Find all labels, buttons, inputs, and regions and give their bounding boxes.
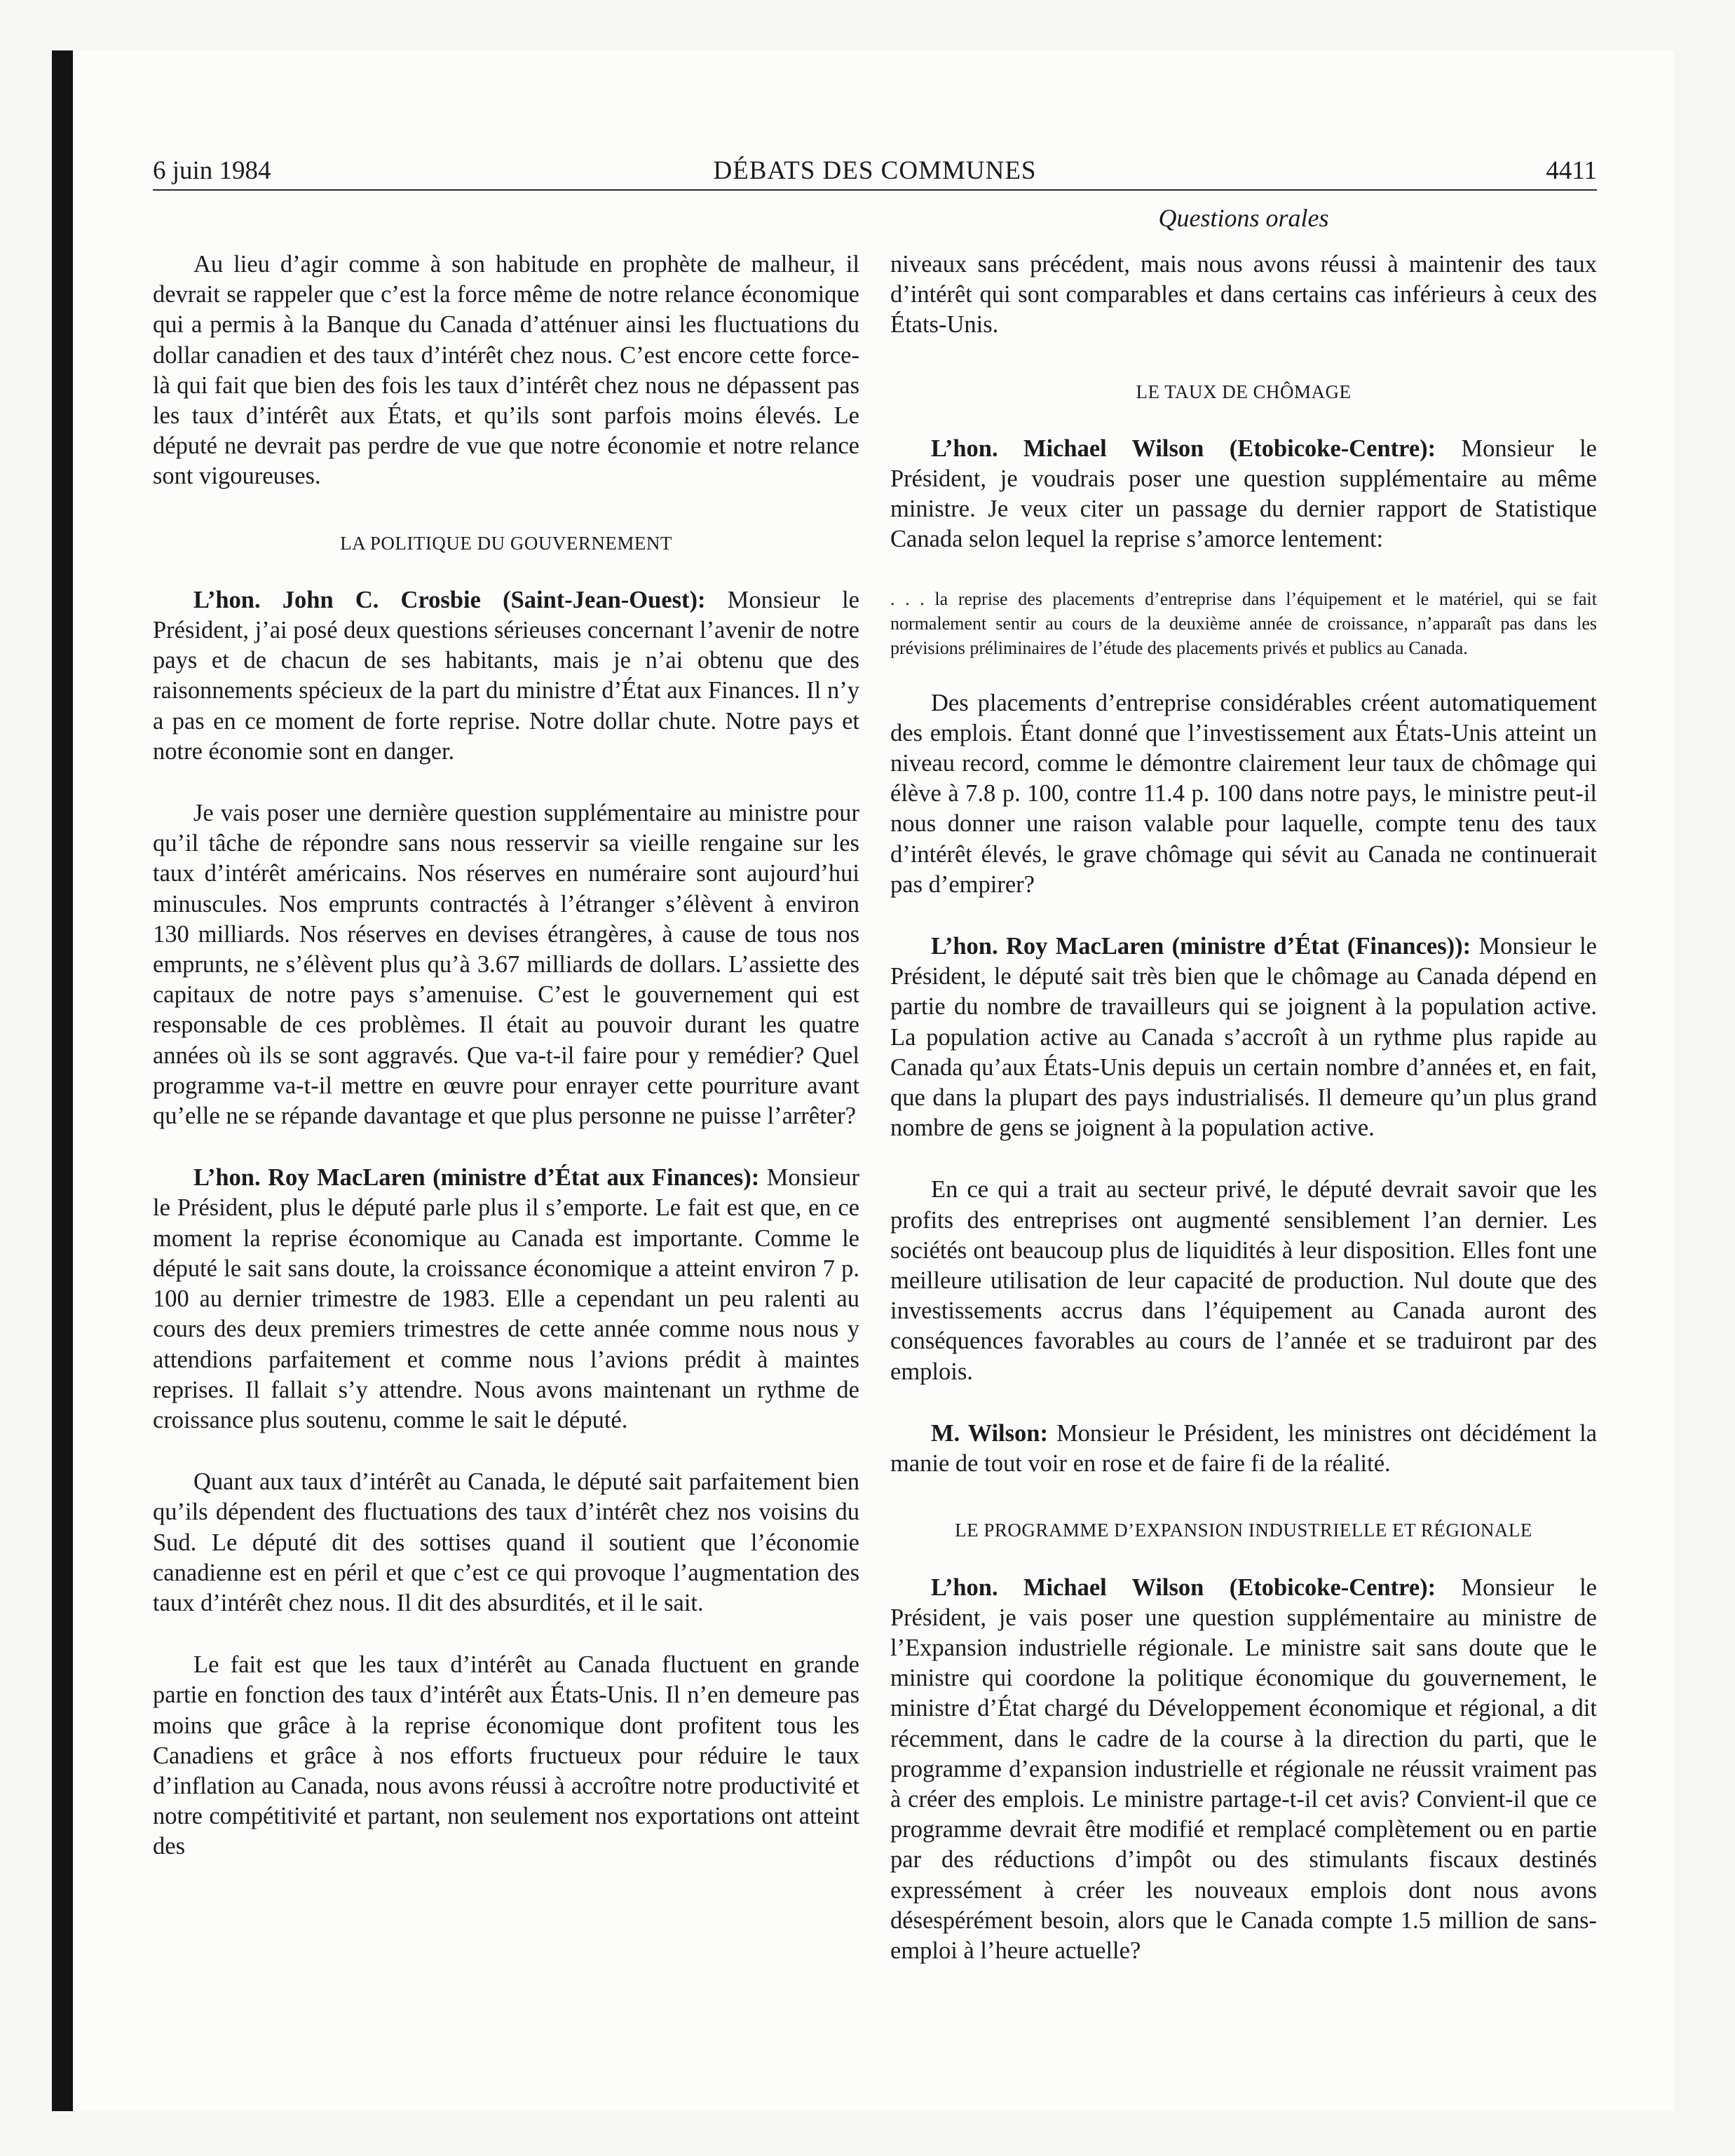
speech-text: Monsieur le Président, j’ai posé deux questions sérieuses concernant l’avenir de notre pays et de chacun de ses habitants, mais je n’ai obtenu que des raisonnements spécieux de la part du ministre d’État aux Finances. Il n’y a pas en ce moment de forte reprise. Notre dollar chute. Notre pays et notre économie sont en danger.	[153, 586, 859, 765]
paragraph: Je vais poser une dernière question supplémentaire au ministre pour qu’il tâche de répondre sans nous resservir sa vieille rengaine sur les taux d’intérêt américains. Nos réserves en numéraire sont aujourd’hui minuscules. Nos emprunts contractés à l’étranger s’élèvent à environ 130 milliards. Nos réserves en devises étrangères, à cause de tous nos emprunts, ne s’élèvent plus qu’à 3.67 milliards de dollars. L’assiette des capitaux de notre pays s’amenuise. C’est le gouvernement qui est responsable de ces problèmes. Il était au pouvoir durant les quatre années où ils se sont aggravés. Que va-t-il faire pour y remédier? Quel programme va-t-il mettre en œuvre pour enrayer cette pourriture avant qu’elle ne se répande davantage et que plus personne ne puisse l’arrêter?	[153, 800, 859, 1130]
speech-paragraph	[890, 1573, 1597, 1967]
paragraph: Au lieu d’agir comme à son habitude en prophète de malheur, il devrait se rappeler que c’est la force même de notre relance économique qui a permis à la Banque du Canada d’atténuer ainsi les fluctuations du dollar canadien et des taux d’intérêt chez nous. C’est encore cette force-là qui fait que bien des fois les taux d’intérêt chez nous ne dépassent pas les taux d’intérêt aux États, et qu’ils sont parfois moins élevés. Le député ne devrait pas perdre de vue que notre économie et notre relance sont vigoureuses.	[153, 251, 859, 490]
section-heading: LE TAUX DE CHÔMAGE	[1136, 381, 1352, 402]
page-header	[153, 156, 1597, 191]
speech-text: Monsieur le Président, le député sait très bien que le chômage au Canada dépend en partie du nombre de travailleurs qui se joignent à la population active. La population active au Canada s’accroît à un rythme plus rapide au Canada qu’aux États-Unis depuis un certain nombre d’années et, en fait, que dans la plupart des pays industrialisés. Il demeure qu’un plus grand nombre de gens se joignent à la population active.	[890, 933, 1597, 1142]
section-heading: LE PROGRAMME D’EXPANSION INDUSTRIELLE ET RÉGIONALE	[955, 1520, 1532, 1541]
speaker-name: L’hon. John C. Crosbie (Saint-Jean-Ouest):	[193, 586, 706, 613]
speech-paragraph	[153, 1163, 859, 1435]
speaker-name: M. Wilson:	[931, 1419, 1048, 1447]
speaker-name: L’hon. Roy MacLaren (ministre d’État (Finances)):	[931, 933, 1471, 960]
speech-paragraph	[890, 434, 1597, 555]
speaker-name: L’hon. Michael Wilson (Etobicoke-Centre):	[931, 1574, 1436, 1601]
header-page-number: 4411	[1546, 156, 1597, 185]
right-column	[890, 250, 1597, 1998]
paragraph: Le fait est que les taux d’intérêt au Canada fluctuent en grande partie en fonction des taux d’intérêt aux États-Unis. Il n’en demeure pas moins que grâce à la reprise économique dont profitent tous les Canadiens et grâce à nos efforts fructueux pour réduire le taux d’inflation au Canada, nous avons réussi à accroître notre productivité et notre compétitivité et partant, non seulement nos exportations ont atteint des	[153, 1651, 859, 1860]
scan-edge	[52, 50, 73, 2111]
speech-text: Monsieur le Président, les ministres ont décidément la manie de tout voir en rose et de faire fi de la réalité.	[890, 1419, 1598, 1478]
section-heading: LA POLITIQUE DU GOUVERNEMENT	[340, 532, 672, 554]
speech-paragraph	[153, 585, 859, 767]
speech-text: Monsieur le Président, plus le député parle plus il s’emporte. Le fait est que, en ce moment la reprise économique au Canada est importante. Comme le député le sait sans doute, la croissance économique a atteint environ 7 p. 100 au dernier trimestre de 1983. Elle a cependant un peu ralenti au cours des deux premiers trimestres de cette année comme nous nous y attendions parfaitement et comme nous l’avions prédit à maintes reprises. Il fallait s’y attendre. Nous avons maintenant un rythme de croissance plus soutenu, comme le sait le député.	[153, 1164, 859, 1433]
speaker-name: L’hon. Michael Wilson (Etobicoke-Centre):	[931, 435, 1436, 462]
speaker-name: L’hon. Roy MacLaren (ministre d’État aux Finances):	[193, 1164, 760, 1192]
header-date: 6 juin 1984	[153, 156, 271, 185]
speech-paragraph	[890, 932, 1597, 1143]
header-title: DÉBATS DES COMMUNES	[713, 156, 1037, 185]
speech-paragraph	[890, 1419, 1597, 1479]
paragraph-continued: niveaux sans précédent, mais nous avons réussi à maintenir des taux d’intérêt qui sont comparables et dans certains cas inférieurs à ceux des États-Unis.	[890, 251, 1597, 339]
left-column	[153, 250, 859, 1894]
paragraph: Quant aux taux d’intérêt au Canada, le député sait parfaitement bien qu’ils dépendent des fluctuations des taux d’intérêt chez nos voisins du Sud. Le député dit des sottises quand il soutient que l’économie canadienne est en péril et que c’est ce qui provoque l’augmentation des taux d’intérêt chez nous. Il dit des absurdités, et il le sait.	[153, 1468, 859, 1616]
speech-text: Monsieur le Président, je voudrais poser une question supplémentaire au même ministre. Je veux citer un passage du dernier rapport de Statistique Canada selon lequel la reprise s’amorce lentement:	[890, 435, 1597, 553]
paragraph: Des placements d’entreprise considérables créent automatiquement des emplois. Étant donné que l’investissement aux États-Unis atteint un niveau record, comme le démontre clairement leur taux de chômage qui élève à 7.8 p. 100, contre 11.4 p. 100 dans notre pays, le ministre peut-il nous donner une raison valable pour laquelle, compte tenu des taux d’intérêt élevés, le grave chômage qui sévit au Canada ne continuerait pas d’empirer?	[890, 689, 1597, 898]
block-quote: . . . la reprise des placements d’entreprise dans l’équipement et le matériel, qui se fait normalement sentir au cours de la deuxième année de croissance, n’apparaît pas dans les prévisions préliminaires de l’étude des placements privés et publics au Canada.	[890, 588, 1597, 658]
section-rubric: Questions orales	[1158, 204, 1329, 232]
speech-text: Monsieur le Président, je vais poser une question supplémentaire au ministre de l’Expansion industrielle régionale. Le ministre sait sans doute que le ministre qui coordone la politique économique du gouvernement, le ministre d’État chargé du Développement économique et régional, a dit récemment, dans le cadre de la course à la direction du parti, que le programme d’expansion industrielle et régionale ne réussit vraiment pas à créer des emplois. Le ministre partage-t-il cet avis? Convient-il que ce programme devrait être modifié et remplacé complètement ou en partie par des réductions d’impôt ou des stimulants fiscaux destinés expressément à créer les nouveaux emplois dont nous avons désespérément besoin, alors que le Canada compte 1.5 million de sans-emploi à l’heure actuelle?	[890, 1574, 1597, 1964]
paragraph: En ce qui a trait au secteur privé, le député devrait savoir que les profits des entreprises ont augmenté sensiblement l’an dernier. Les sociétés ont beaucoup plus de liquidités à leur disposition. Elles font une meilleure utilisation de leur capacité de production. Nul doute que des investissements accrus dans l’équipement au Canada auront des conséquences favorables au cours de l’année et se traduiront par des emplois.	[890, 1176, 1597, 1385]
